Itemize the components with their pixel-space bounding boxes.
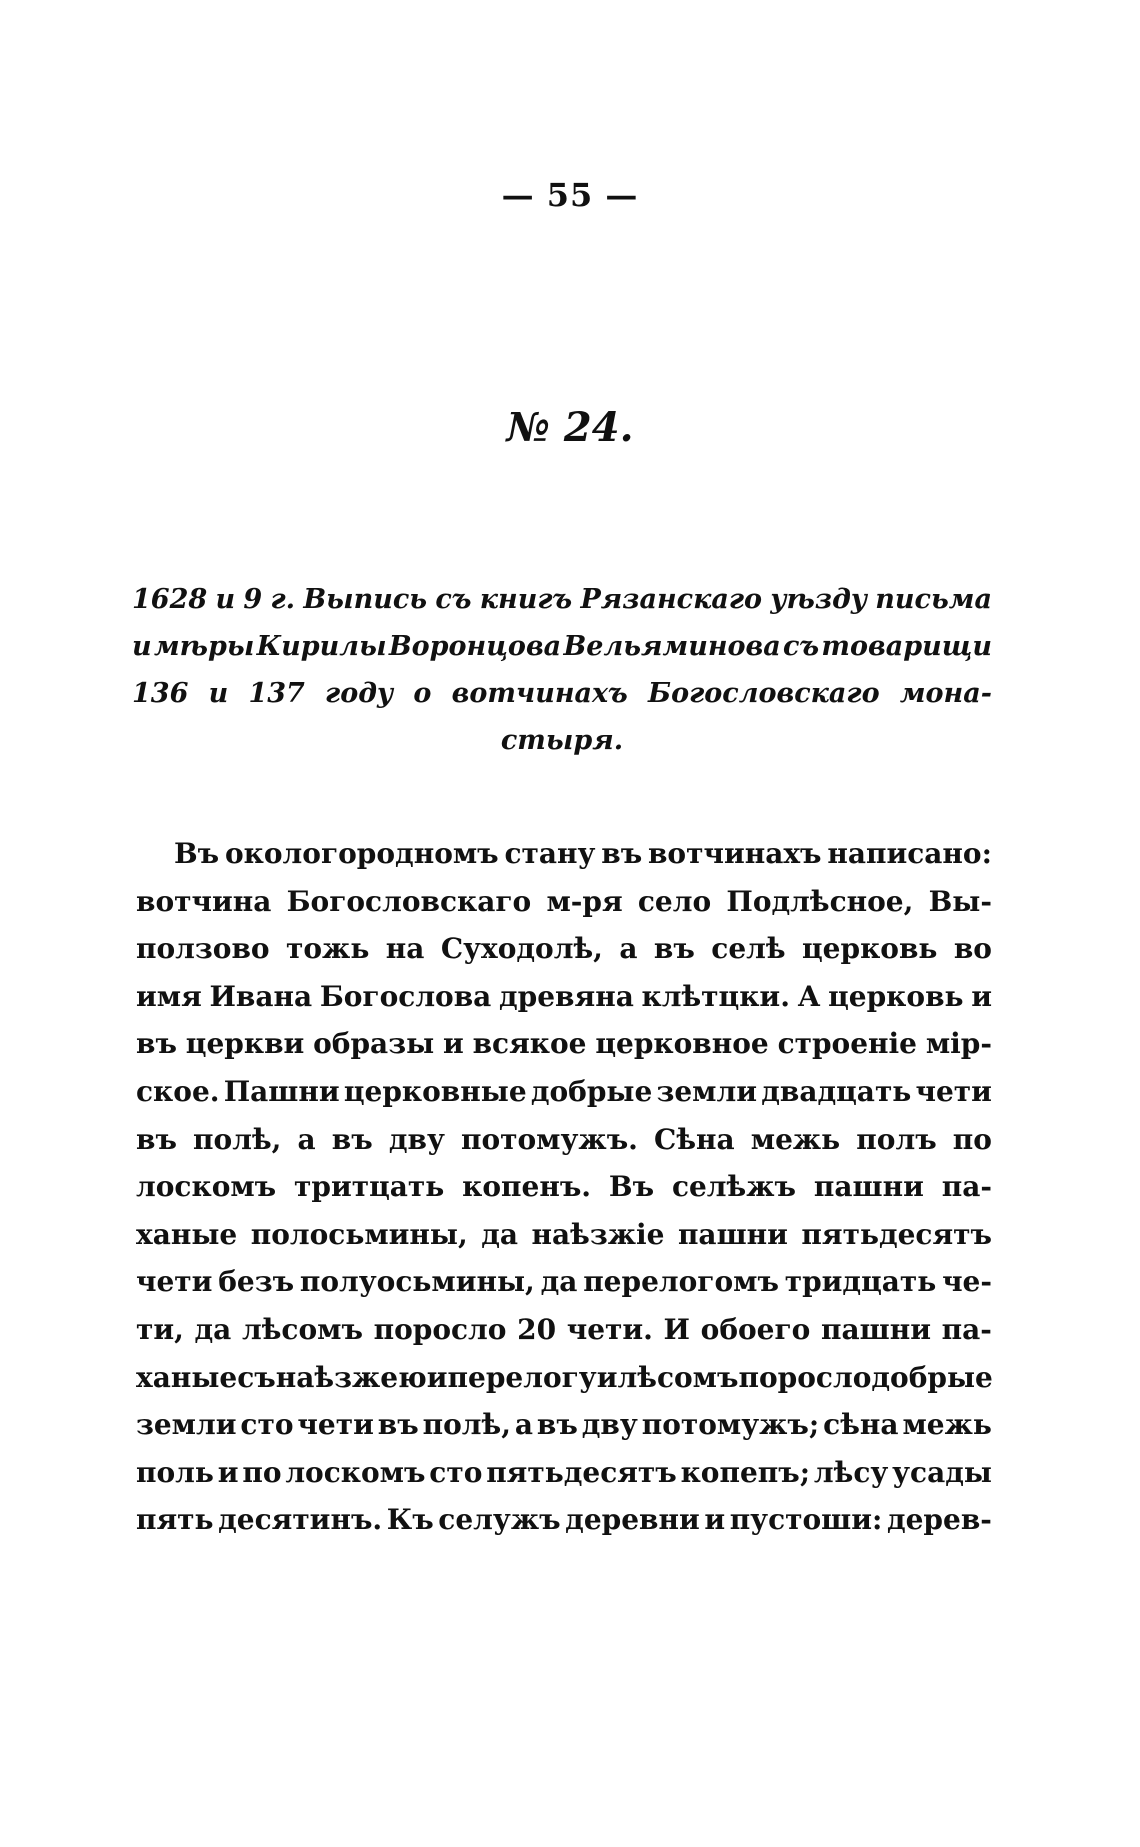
word: Кирилы — [256, 631, 387, 662]
text-line — [136, 925, 992, 973]
word: образы — [313, 1027, 435, 1061]
word: вотчина — [136, 884, 272, 918]
word: двадцать — [761, 1074, 912, 1108]
word: сѣна — [823, 1408, 899, 1442]
word: въ — [536, 1408, 578, 1442]
word: лѣсомъ — [617, 1360, 739, 1394]
word: Вельяминова — [563, 631, 781, 662]
document-heading — [132, 576, 992, 764]
word: церковь — [801, 932, 938, 966]
word: И — [663, 1312, 691, 1346]
word: во — [953, 932, 992, 966]
word: че- — [942, 1265, 992, 1299]
word: Сѣна — [654, 1122, 735, 1156]
word: лѣсу — [813, 1455, 889, 1489]
word: въ — [136, 1027, 177, 1061]
word: сто — [429, 1455, 483, 1489]
page-number: — 55 — — [501, 176, 639, 214]
word: земли — [656, 1074, 758, 1108]
word: а — [514, 1408, 534, 1442]
word: Богослова — [319, 979, 492, 1013]
word: полѣ, — [422, 1408, 511, 1442]
word: да — [481, 1217, 519, 1251]
word: ползово — [136, 932, 270, 966]
word: копепъ; — [680, 1455, 811, 1489]
word: ханые — [136, 1217, 238, 1251]
word: мона- — [899, 678, 992, 709]
word: Воронцова — [388, 631, 562, 662]
word: въ — [136, 1122, 177, 1156]
word: Богословскаго — [286, 884, 532, 918]
text-line — [136, 1496, 992, 1544]
word: перелогомъ — [583, 1265, 779, 1299]
word: земли — [136, 1408, 237, 1442]
word: и — [208, 678, 229, 709]
word: поросло — [738, 1360, 872, 1394]
word: пашни — [677, 1217, 788, 1251]
text-line — [136, 878, 992, 926]
word: пятьдесятъ — [801, 1217, 992, 1251]
word: чети — [915, 1074, 992, 1108]
word: 20 — [517, 1312, 557, 1346]
text-line — [136, 1306, 992, 1354]
word: книгъ — [479, 584, 573, 615]
word: Суходолѣ, — [440, 932, 603, 966]
word: лоскомъ — [136, 1170, 277, 1204]
word: клѣтцки. — [641, 979, 790, 1013]
word: стыря. — [500, 725, 624, 756]
word: село — [637, 884, 712, 918]
word: съ — [435, 584, 472, 615]
word: селѣ — [711, 932, 786, 966]
word: а — [619, 932, 638, 966]
word: перелогу — [447, 1360, 597, 1394]
word: вотчинахъ — [647, 837, 822, 870]
word: 137 — [248, 678, 305, 709]
word: и — [217, 1455, 239, 1489]
word: пашни — [813, 1170, 924, 1204]
word: году — [325, 678, 394, 709]
word: съ — [783, 631, 820, 662]
text-line — [136, 1163, 992, 1211]
word: уѣзду — [770, 584, 867, 615]
word: тожь — [286, 932, 370, 966]
word: чети — [297, 1408, 374, 1442]
word: и — [442, 1027, 464, 1061]
word: добрые — [530, 1074, 653, 1108]
word: Пашни — [223, 1074, 340, 1108]
word: съ — [237, 1360, 276, 1394]
word: па- — [941, 1312, 992, 1346]
word: А — [797, 979, 821, 1013]
word: наѣзжіе — [531, 1217, 665, 1251]
text-line — [136, 1020, 992, 1068]
word: вотчинахъ — [451, 678, 628, 709]
word: лѣсомъ — [241, 1312, 363, 1346]
word: полосьмины, — [250, 1217, 468, 1251]
word: Къ — [386, 1503, 434, 1537]
word: въ — [377, 1408, 419, 1442]
word: Рязанскаго — [580, 584, 763, 615]
word: окологородномъ — [224, 837, 499, 870]
body-paragraph — [136, 830, 992, 1544]
word: полуосьмины, — [299, 1265, 535, 1299]
word: межь — [902, 1408, 992, 1442]
word: Въ — [174, 837, 220, 870]
word: дерев- — [886, 1503, 992, 1537]
word: пашни — [820, 1312, 931, 1346]
word: межь — [750, 1122, 841, 1156]
word: и — [971, 979, 992, 1013]
word: деревни — [565, 1503, 700, 1537]
word: лоскомъ — [285, 1455, 426, 1489]
word: да — [540, 1265, 578, 1299]
word: Въ — [608, 1170, 655, 1204]
word: мір- — [925, 1027, 992, 1061]
word: ханые — [136, 1360, 238, 1394]
word: по — [952, 1122, 992, 1156]
text-line — [136, 1116, 992, 1164]
heading-line — [132, 717, 992, 764]
word: о — [413, 678, 432, 709]
word: наѣзжею — [275, 1360, 427, 1394]
word: строеніе — [777, 1027, 917, 1061]
word: церковь — [828, 979, 964, 1013]
word: десятинъ. — [218, 1503, 383, 1537]
word: пять — [136, 1503, 214, 1537]
word: пустоши: — [729, 1503, 883, 1537]
word: имя — [136, 979, 202, 1013]
word: а — [297, 1122, 316, 1156]
word: 136 — [132, 678, 189, 709]
word: древяна — [499, 979, 634, 1013]
heading-line — [132, 623, 992, 670]
word: на — [385, 932, 425, 966]
text-line — [136, 973, 992, 1021]
word: безъ — [218, 1265, 295, 1299]
word: па- — [941, 1170, 992, 1204]
word: Ивана — [209, 979, 313, 1013]
word: 9 — [243, 584, 263, 615]
word: Подлѣсное, — [726, 884, 914, 918]
word: въ — [331, 1122, 373, 1156]
word: копенъ. — [462, 1170, 592, 1204]
word: церкви — [185, 1027, 305, 1061]
text-line — [136, 1068, 992, 1116]
word: потомужъ. — [460, 1122, 638, 1156]
word: чети. — [566, 1312, 653, 1346]
word: чети — [136, 1265, 213, 1299]
word: церковное — [595, 1027, 769, 1061]
word: селужъ — [438, 1503, 561, 1537]
word: усады — [892, 1455, 992, 1489]
word: 1628 — [132, 584, 208, 615]
word: тридцать — [784, 1265, 937, 1299]
word: добрые — [871, 1360, 993, 1394]
word: стану — [504, 837, 596, 870]
word: поросло — [373, 1312, 507, 1346]
word: всякое — [472, 1027, 587, 1061]
text-line — [136, 1449, 992, 1497]
word: дву — [388, 1122, 445, 1156]
word: Богословскаго — [648, 678, 880, 709]
text-line — [136, 1258, 992, 1306]
word: церковные — [343, 1074, 527, 1108]
text-line — [136, 1401, 992, 1449]
word: по — [242, 1455, 282, 1489]
word: Выпись — [303, 584, 428, 615]
word: полѣ, — [193, 1122, 282, 1156]
word: ти, — [136, 1312, 184, 1346]
heading-line — [132, 576, 992, 623]
word: потомужъ; — [641, 1408, 820, 1442]
word: обоего — [700, 1312, 811, 1346]
word: и — [426, 1360, 448, 1394]
word: и — [215, 584, 236, 615]
word: тритцать — [294, 1170, 445, 1204]
word: дву — [581, 1408, 638, 1442]
word: въ — [601, 837, 643, 870]
word: поль — [136, 1455, 214, 1489]
text-line — [136, 1354, 992, 1402]
text-line — [136, 830, 992, 878]
word: письма — [875, 584, 992, 615]
word: товарищи — [821, 631, 992, 662]
word: и — [132, 631, 152, 662]
word: въ — [653, 932, 695, 966]
word: Вы- — [928, 884, 992, 918]
text-line — [136, 1211, 992, 1259]
word: мѣры — [153, 631, 255, 662]
word: да — [194, 1312, 232, 1346]
word: г. — [270, 584, 296, 615]
word: и — [596, 1360, 618, 1394]
word: полъ — [856, 1122, 937, 1156]
word: и — [704, 1503, 726, 1537]
heading-line — [132, 670, 992, 717]
document-number: № 24. — [506, 404, 634, 451]
word: ское. — [136, 1074, 220, 1108]
word: м-ря — [546, 884, 623, 918]
word: сто — [240, 1408, 294, 1442]
word: селѣжъ — [671, 1170, 796, 1204]
word: пятьдесятъ — [486, 1455, 677, 1489]
word: написано: — [827, 837, 992, 870]
